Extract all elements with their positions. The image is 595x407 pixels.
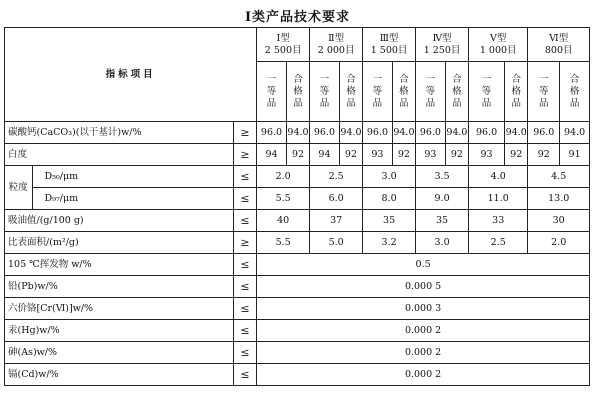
table-cell: 93: [363, 144, 393, 166]
table-cell: 2.5: [469, 232, 528, 254]
table-row: [5, 342, 590, 364]
table-cell: 0.000 2: [257, 342, 590, 364]
table-cell: 2.0: [528, 232, 590, 254]
type-header: Ⅳ型 1 250目: [416, 28, 469, 62]
table-cell: 2.0: [257, 166, 310, 188]
comparison-symbol: ≤: [233, 298, 256, 320]
table-row: [5, 364, 590, 386]
table-cell: 13.0: [528, 188, 590, 210]
table-cell: 92: [339, 144, 362, 166]
table-cell: 35: [363, 210, 416, 232]
table-cell: 0.5: [257, 254, 590, 276]
table-cell: 94.0: [445, 122, 468, 144]
table-row: [5, 210, 590, 232]
table-cell: 94: [257, 144, 287, 166]
grade-first-header: 一等品: [469, 62, 505, 122]
type-header: Ⅰ型 2 500目: [257, 28, 310, 62]
technical-requirements-table: [4, 27, 590, 386]
table-cell: 96.0: [469, 122, 505, 144]
grade-qualified-header: 合格品: [339, 62, 362, 122]
table-cell: 2.5: [310, 166, 363, 188]
comparison-symbol: ≤: [233, 364, 256, 386]
comparison-symbol: ≤: [233, 342, 256, 364]
table-cell: 33: [469, 210, 528, 232]
comparison-symbol: ≤: [233, 320, 256, 342]
grade-first-header: 一等品: [416, 62, 446, 122]
grade-first-header: 一等品: [363, 62, 393, 122]
table-row: [5, 166, 590, 188]
table-cell: 0.000 5: [257, 276, 590, 298]
table-cell: 92: [286, 144, 309, 166]
comparison-symbol: ≤: [233, 166, 256, 188]
row-label: D₉₇/μm: [32, 188, 233, 210]
table-cell: 5.5: [257, 188, 310, 210]
table-cell: 94.0: [392, 122, 415, 144]
table-cell: 5.5: [257, 232, 310, 254]
table-cell: 0.000 2: [257, 320, 590, 342]
table-cell: 4.0: [469, 166, 528, 188]
grade-first-header: 一等品: [310, 62, 340, 122]
table-cell: 96.0: [310, 122, 340, 144]
table-cell: 3.2: [363, 232, 416, 254]
table-cell: 94: [310, 144, 340, 166]
table-cell: 3.0: [363, 166, 416, 188]
table-cell: 8.0: [363, 188, 416, 210]
grade-first-header: 一等品: [257, 62, 287, 122]
comparison-symbol: ≤: [233, 254, 256, 276]
table-cell: 92: [528, 144, 560, 166]
table-cell: 11.0: [469, 188, 528, 210]
comparison-symbol: ≤: [233, 188, 256, 210]
table-cell: 30: [528, 210, 590, 232]
table-cell: 92: [505, 144, 528, 166]
indicator-header: 指标项目: [5, 28, 257, 122]
table-row: [5, 122, 590, 144]
table-cell: 93: [416, 144, 446, 166]
table-row: [5, 232, 590, 254]
grade-qualified-header: 合格品: [505, 62, 528, 122]
comparison-symbol: ≥: [233, 122, 256, 144]
table-row: [5, 276, 590, 298]
table-cell: 92: [392, 144, 415, 166]
table-row: [5, 298, 590, 320]
row-label: 105 ℃挥发物 w/%: [5, 254, 234, 276]
table-cell: 96.0: [257, 122, 287, 144]
grade-first-header: 一等品: [528, 62, 560, 122]
row-label: 白度: [5, 144, 234, 166]
table-cell: 96.0: [363, 122, 393, 144]
type-header: Ⅲ型 1 500目: [363, 28, 416, 62]
table-row: [5, 254, 590, 276]
table-cell: 91: [560, 144, 590, 166]
table-cell: 4.5: [528, 166, 590, 188]
row-label: 碳酸钙(CaCO₃)(以干基计)w/%: [5, 122, 234, 144]
row-label: D₅₀/μm: [32, 166, 233, 188]
grade-qualified-header: 合格品: [392, 62, 415, 122]
header-row-types: [5, 28, 590, 62]
type-header: Ⅱ型 2 000目: [310, 28, 363, 62]
row-label: 砷(As)w/%: [5, 342, 234, 364]
table-cell: 0.000 3: [257, 298, 590, 320]
table-cell: 94.0: [339, 122, 362, 144]
table-cell: 35: [416, 210, 469, 232]
type-header: Ⅵ型 800目: [528, 28, 590, 62]
comparison-symbol: ≥: [233, 144, 256, 166]
table-cell: 94.0: [286, 122, 309, 144]
table-cell: 5.0: [310, 232, 363, 254]
grade-qualified-header: 合格品: [445, 62, 468, 122]
table-title: Ⅰ类产品技术要求: [244, 10, 351, 25]
particle-size-group-label: 粒度: [5, 166, 33, 210]
row-label: 六价铬[Cr(Ⅵ)]w/%: [5, 298, 234, 320]
table-cell: 0.000 2: [257, 364, 590, 386]
type-header: Ⅴ型 1 000目: [469, 28, 528, 62]
table-cell: 37: [310, 210, 363, 232]
row-label: 汞(Hg)w/%: [5, 320, 234, 342]
grade-qualified-header: 合格品: [560, 62, 590, 122]
table-cell: 3.5: [416, 166, 469, 188]
table-cell: 93: [469, 144, 505, 166]
table-cell: 94.0: [560, 122, 590, 144]
row-label: 比表面积/(m²/g): [5, 232, 234, 254]
table-cell: 94.0: [505, 122, 528, 144]
row-label: 铅(Pb)w/%: [5, 276, 234, 298]
comparison-symbol: ≥: [233, 232, 256, 254]
table-cell: 92: [445, 144, 468, 166]
table-row: [5, 144, 590, 166]
table-row: [5, 320, 590, 342]
comparison-symbol: ≤: [233, 276, 256, 298]
comparison-symbol: ≤: [233, 210, 256, 232]
table-cell: 9.0: [416, 188, 469, 210]
table-cell: 40: [257, 210, 310, 232]
table-cell: 96.0: [528, 122, 560, 144]
table-cell: 6.0: [310, 188, 363, 210]
row-label: 吸油值/(g/100 g): [5, 210, 234, 232]
table-cell: 96.0: [416, 122, 446, 144]
row-label: 镉(Cd)w/%: [5, 364, 234, 386]
table-cell: 3.0: [416, 232, 469, 254]
grade-qualified-header: 合格品: [286, 62, 309, 122]
table-row: [5, 188, 590, 210]
